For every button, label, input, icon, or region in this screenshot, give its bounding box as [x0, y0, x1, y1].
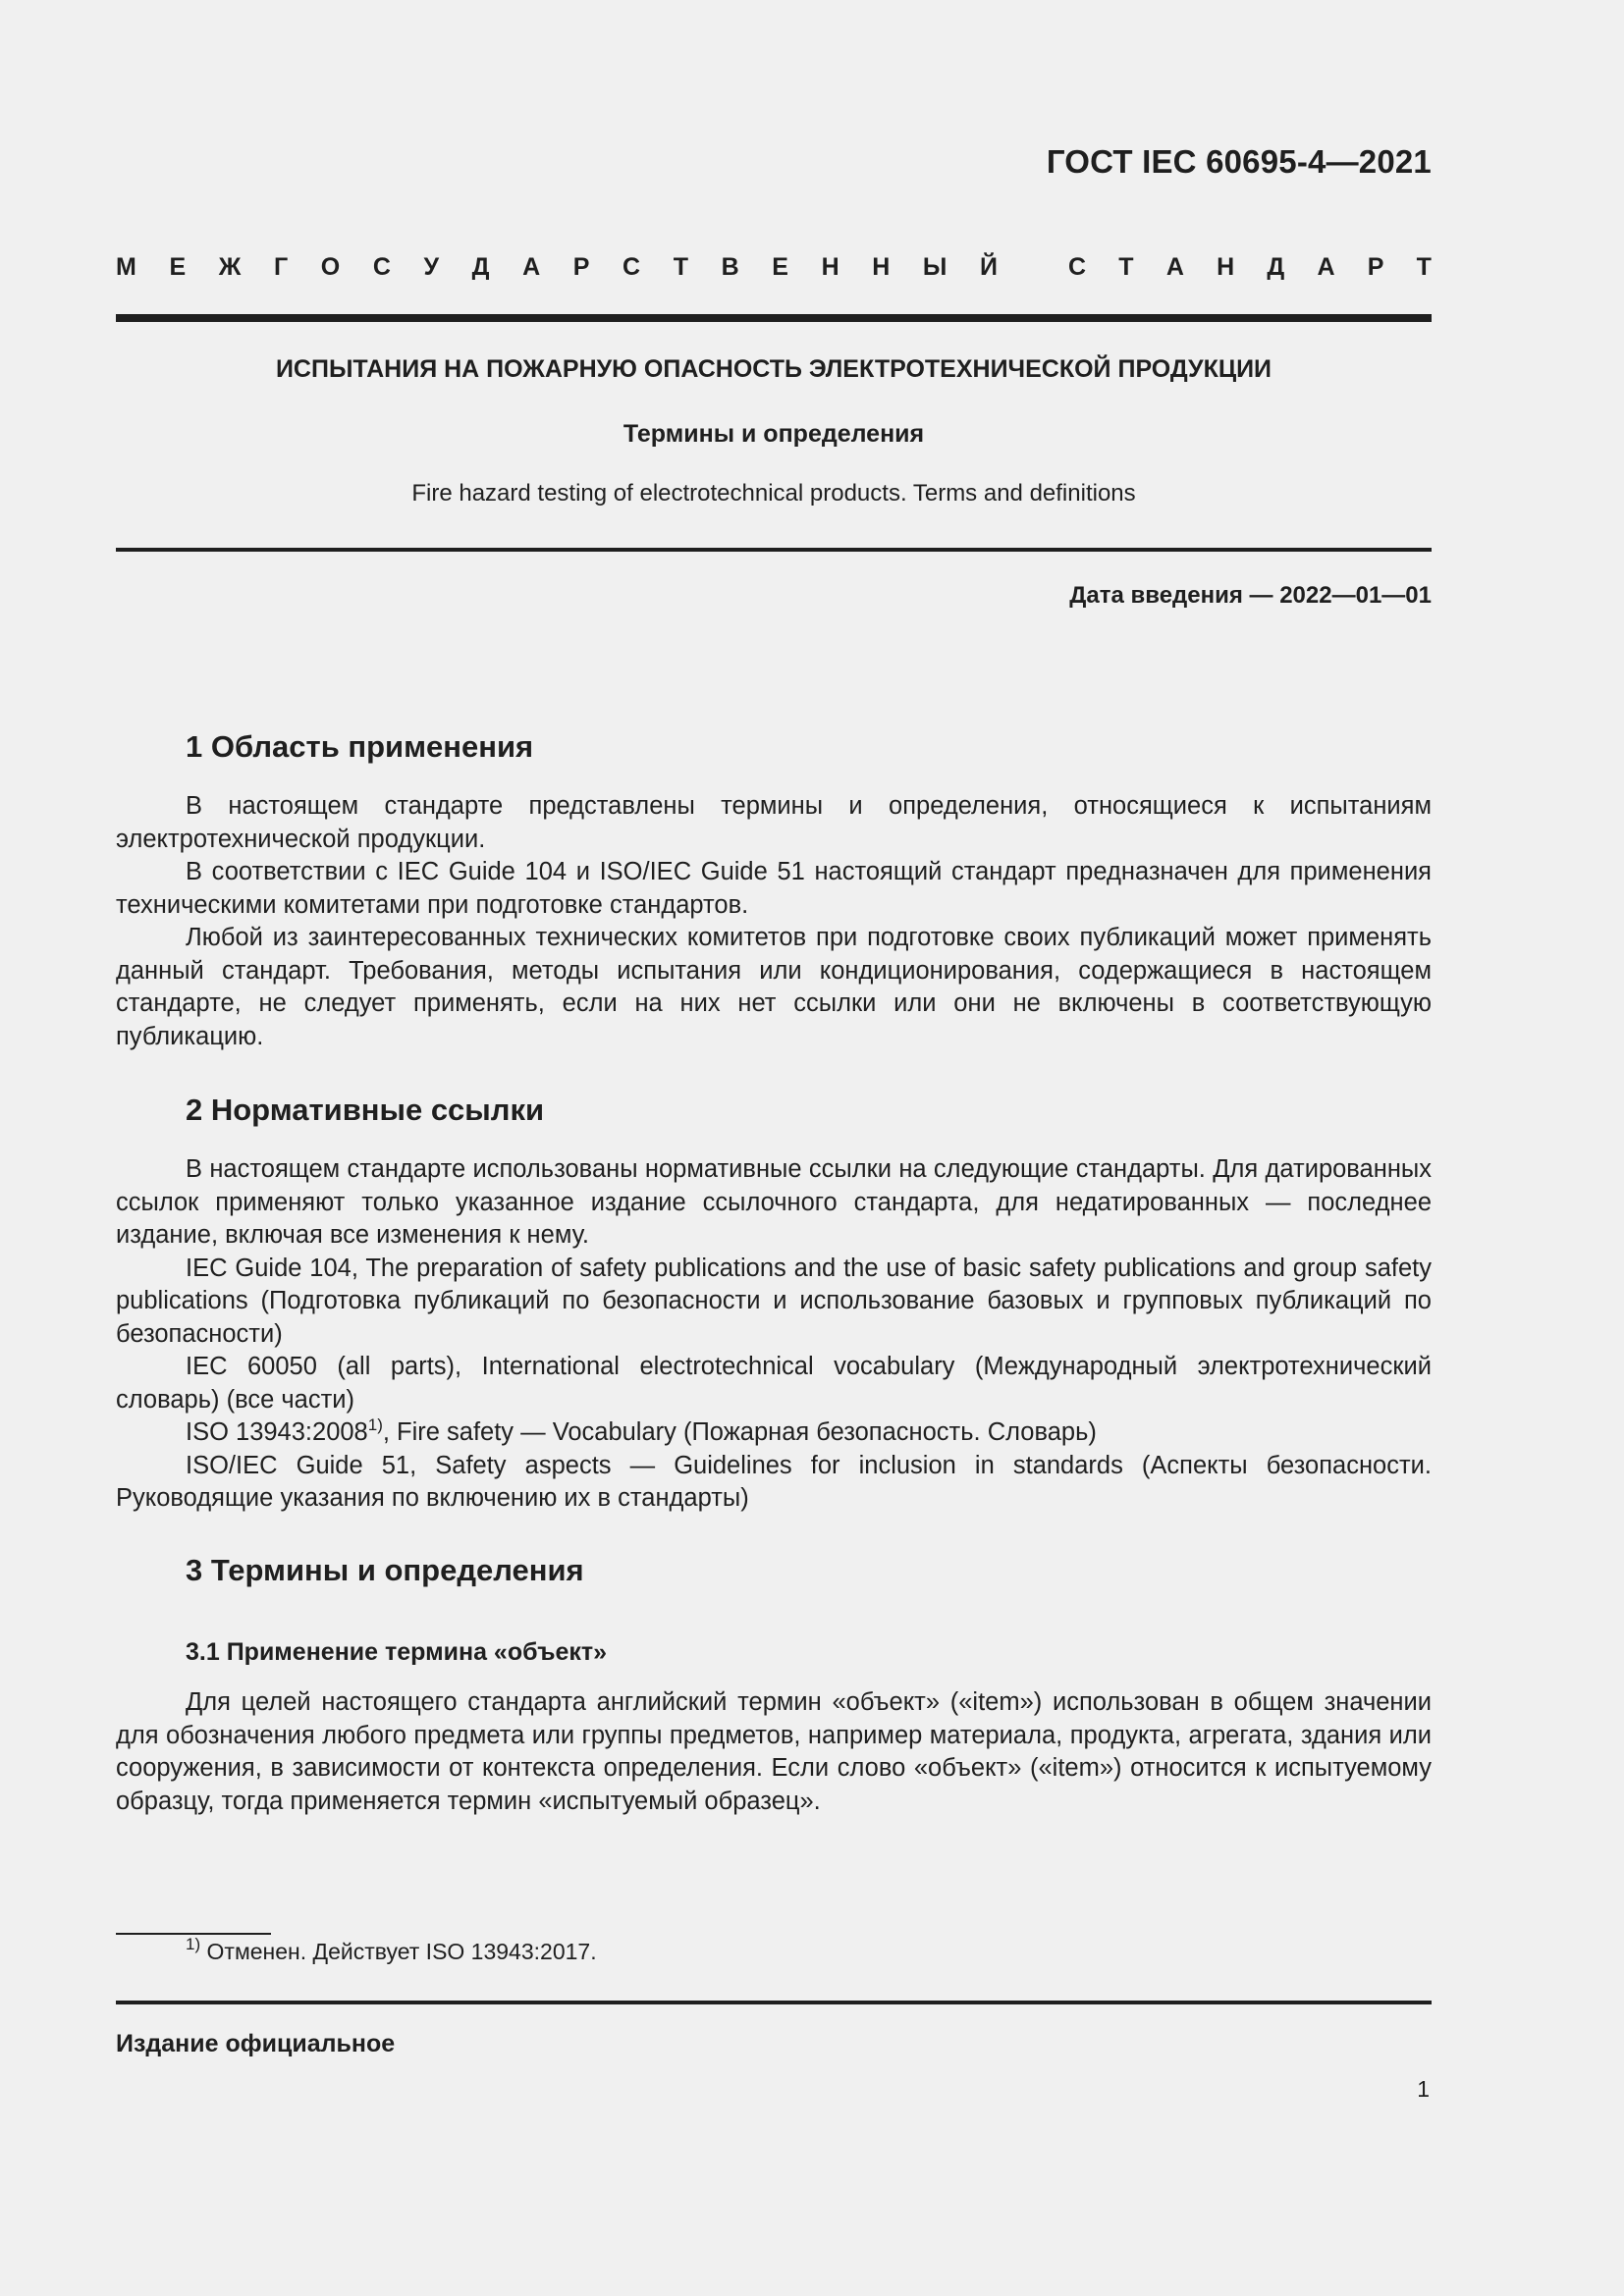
document-subtitle: Термины и определения: [623, 420, 925, 448]
banner-letter: Д: [1267, 253, 1285, 281]
paragraph: Для целей настоящего стандарта английский термин «объект» («item») использован в общем значении для обозначения любого предмета или группы предметов, например материала, продукта, агрегата, здания или сооружения, в зависимости от контекста определения. Если слово «объект» («item») относится к испытуемому образцу, тогда применяется термин «испытуемый образец».: [116, 1688, 1432, 1815]
paragraph: IEC Guide 104, The preparation of safety publications and the use of basic safety publications and group safety publications (Подготовка публикаций по безопасности и использование базовых и групповых публикаций по безопасности): [116, 1254, 1432, 1348]
banner-letter: Ж: [218, 253, 242, 281]
paragraph: ISO/IEC Guide 51, Safety aspects — Guidelines for inclusion in standards (Аспекты безопасности. Руководящие указания по включению их в стандарты): [116, 1451, 1432, 1512]
document-page: [116, 0, 1432, 2296]
banner-letter: Г: [273, 253, 289, 281]
section-1-body: [116, 790, 1432, 1053]
banner-letter: Р: [572, 253, 590, 281]
document-title-english: Fire hazard testing of electrotechnical products. Terms and definitions: [411, 480, 1136, 507]
iso-reference: ISO 13943:2008: [186, 1418, 368, 1446]
edition-label: Издание официальное: [116, 2030, 396, 2057]
section-2-body: [116, 1153, 1432, 1516]
footnote-text: Отменен. Действует ISO 13943:2017.: [200, 1939, 597, 1964]
footnote-reference[interactable]: 1): [367, 1415, 383, 1434]
banner-letter: Е: [772, 253, 788, 281]
banner-letter: Н: [821, 253, 839, 281]
iso-reference-title: , Fire safety — Vocabulary (Пожарная безопасность. Словарь): [382, 1418, 1097, 1446]
footnote-mark: 1): [186, 1935, 201, 1953]
banner-letter: В: [721, 253, 739, 281]
section-heading-2: 2 Нормативные ссылки: [186, 1093, 545, 1127]
banner-letter: Д: [471, 253, 490, 281]
page-number: 1: [1417, 2076, 1430, 2102]
paragraph: В соответствии с IEC Guide 104 и ISO/IEC Guide 51 настоящий стандарт предназначен для применения техническими комитетами при подготовке стандартов.: [116, 858, 1432, 919]
footnote: [186, 1935, 597, 1965]
banner-letter: Т: [1416, 253, 1432, 281]
banner-letter: У: [423, 253, 440, 281]
paragraph: В настоящем стандарте использованы нормативные ссылки на следующие стандарты. Для датированных ссылок применяют только указанное издание ссылочного стандарта, для недатированных — последнее издание, включая все изменения к нему.: [116, 1155, 1432, 1249]
footer-divider: [116, 2001, 1432, 2004]
banner-letter: А: [1165, 253, 1184, 281]
document-title: ИСПЫТАНИЯ НА ПОЖАРНУЮ ОПАСНОСТЬ ЭЛЕКТРОТЕХНИЧЕСКОЙ ПРОДУКЦИИ: [275, 355, 1272, 383]
banner-letter: Е: [169, 253, 187, 281]
paragraph: IEC 60050 (all parts), International electrotechnical vocabulary (Международный электротехнический словарь) (все части): [116, 1353, 1432, 1414]
interstate-word: [116, 253, 998, 282]
section-3-body: [116, 1686, 1432, 1818]
subsection-heading-3-1: 3.1 Применение термина «объект»: [186, 1638, 608, 1666]
banner-letter: А: [1317, 253, 1335, 281]
paragraph: В настоящем стандарте представлены термины и определения, относящиеся к испытаниям электротехнической продукции.: [116, 792, 1432, 853]
section-heading-3: 3 Термины и определения: [186, 1553, 584, 1587]
banner-letter: Р: [1367, 253, 1384, 281]
banner-letter: С: [1068, 253, 1087, 281]
banner-letter: Н: [1217, 253, 1235, 281]
banner-letter: О: [320, 253, 341, 281]
paragraph-iso-reference: [116, 1416, 1432, 1450]
section-heading-1: 1 Область применения: [186, 729, 534, 764]
standard-word: [1068, 253, 1432, 282]
banner-letter: А: [522, 253, 541, 281]
banner-letter: Т: [1118, 253, 1134, 281]
banner-letter: Ы: [922, 253, 947, 281]
document-code: ГОСТ IEC 60695-4—2021: [1046, 143, 1432, 180]
introduction-date: Дата введения — 2022—01—01: [1069, 582, 1432, 609]
banner-letter: М: [116, 253, 136, 281]
header-divider: [116, 314, 1432, 322]
title-divider: [116, 548, 1432, 552]
banner-letter: Н: [872, 253, 891, 281]
banner-letter: С: [372, 253, 391, 281]
banner-letter: Т: [673, 253, 688, 281]
banner-letter: С: [623, 253, 641, 281]
interstate-standard-banner: [116, 253, 1432, 282]
banner-letter: Й: [980, 253, 998, 281]
paragraph: Любой из заинтересованных технических комитетов при подготовке своих публикаций может применять данный стандарт. Требования, методы испытания или кондиционирования, содержащиеся в настоящем стандарте, не следует применять, если на них нет ссылки или они не включены в соответствующую публикацию.: [116, 924, 1432, 1050]
